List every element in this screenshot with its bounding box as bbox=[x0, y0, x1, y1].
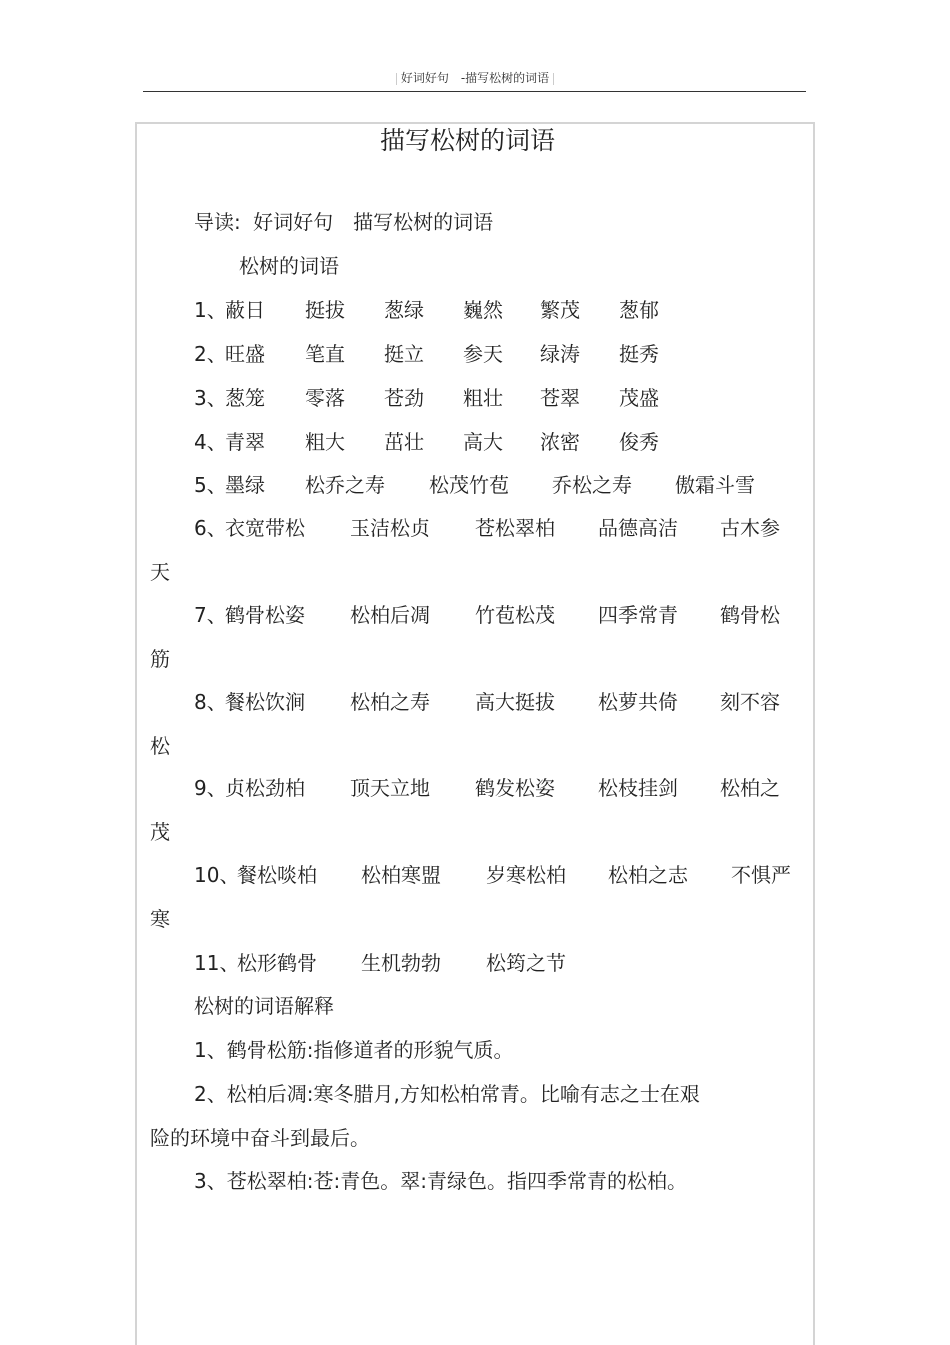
word: 蔽日 bbox=[225, 298, 265, 322]
word: 巍然 bbox=[463, 298, 503, 322]
word: 松枝挂剑 bbox=[598, 776, 678, 800]
row-number: 8、 bbox=[194, 690, 227, 714]
word: 不惧严 bbox=[731, 863, 791, 887]
explanation-2: 2、松柏后凋:寒冬腊月,方知松柏常青。比喻有志之士在艰 bbox=[194, 1082, 700, 1106]
header-text: 好词好句 -描写松树的词语 bbox=[400, 71, 550, 85]
row-number: 6、 bbox=[194, 516, 227, 540]
word: 松柏之志 bbox=[608, 863, 688, 887]
word: 生机勃勃 bbox=[361, 951, 441, 975]
word: 苍翠 bbox=[540, 386, 580, 410]
header-rule bbox=[143, 91, 806, 92]
word: 粗壮 bbox=[463, 386, 503, 410]
word: 鹤骨松姿 bbox=[225, 603, 305, 627]
word: 松柏之寿 bbox=[350, 690, 430, 714]
word: 挺拔 bbox=[305, 298, 345, 322]
word: 松柏寒盟 bbox=[361, 863, 441, 887]
row-number: 7、 bbox=[194, 603, 227, 627]
word: 松形鹤骨 bbox=[237, 951, 317, 975]
word: 俊秀 bbox=[619, 430, 659, 454]
word: 松柏后凋 bbox=[350, 603, 430, 627]
word: 葱绿 bbox=[384, 298, 424, 322]
word: 旺盛 bbox=[225, 342, 265, 366]
word: 茁壮 bbox=[384, 430, 424, 454]
word: 餐松饮涧 bbox=[225, 690, 305, 714]
word: 挺秀 bbox=[619, 342, 659, 366]
row-number: 3、 bbox=[194, 386, 227, 410]
row-number: 11、 bbox=[194, 951, 240, 975]
word: 绿涛 bbox=[540, 342, 580, 366]
word: 葱郁 bbox=[619, 298, 659, 322]
word: 乔松之寿 bbox=[552, 473, 632, 497]
word: 衣宽带松 bbox=[225, 516, 305, 540]
intro-label: 导读: bbox=[194, 210, 241, 234]
section-heading-words: 松树的词语 bbox=[239, 254, 339, 278]
word: 刻不容 bbox=[720, 690, 780, 714]
word: 松乔之寿 bbox=[305, 473, 385, 497]
row-number: 10、 bbox=[194, 863, 240, 887]
header-tick-right bbox=[553, 73, 554, 85]
word: 松茂竹苞 bbox=[429, 473, 509, 497]
word: 浓密 bbox=[540, 430, 580, 454]
word: 苍劲 bbox=[384, 386, 424, 410]
word: 青翠 bbox=[225, 430, 265, 454]
word-wrap: 天 bbox=[150, 560, 170, 584]
word: 四季常青 bbox=[598, 603, 678, 627]
document-title: 描写松树的词语 bbox=[379, 126, 555, 155]
row-number: 4、 bbox=[194, 430, 227, 454]
word: 笔直 bbox=[305, 342, 345, 366]
explanation-3: 3、苍松翠柏:苍:青色。翠:青绿色。指四季常青的松柏。 bbox=[194, 1169, 687, 1193]
row-number: 1、 bbox=[194, 298, 227, 322]
word: 苍松翠柏 bbox=[475, 516, 555, 540]
row-number: 5、 bbox=[194, 473, 227, 497]
word-wrap: 松 bbox=[150, 734, 170, 758]
intro-line bbox=[194, 208, 493, 236]
word: 零落 bbox=[305, 386, 345, 410]
word-wrap: 筋 bbox=[150, 647, 170, 671]
word: 松萝共倚 bbox=[598, 690, 678, 714]
running-header bbox=[0, 70, 950, 86]
word: 鹤发松姿 bbox=[475, 776, 555, 800]
row-number: 2、 bbox=[194, 342, 227, 366]
word-wrap: 寒 bbox=[150, 907, 170, 931]
word: 高大 bbox=[463, 430, 503, 454]
word: 贞松劲柏 bbox=[225, 776, 305, 800]
word: 品德高洁 bbox=[598, 516, 678, 540]
word: 竹苞松茂 bbox=[475, 603, 555, 627]
row-number: 9、 bbox=[194, 776, 227, 800]
header-tick-left bbox=[396, 73, 397, 85]
word: 繁茂 bbox=[540, 298, 580, 322]
word: 餐松啖柏 bbox=[237, 863, 317, 887]
word: 古木参 bbox=[720, 516, 780, 540]
word: 高大挺拔 bbox=[475, 690, 555, 714]
word: 玉洁松贞 bbox=[350, 516, 430, 540]
word: 墨绿 bbox=[225, 473, 265, 497]
explanation-1: 1、鹤骨松筋:指修道者的形貌气质。 bbox=[194, 1038, 514, 1062]
word: 粗大 bbox=[305, 430, 345, 454]
word: 松筠之节 bbox=[486, 951, 566, 975]
word: 松柏之 bbox=[720, 776, 780, 800]
intro-text: 好词好句 描写松树的词语 bbox=[253, 210, 494, 234]
word-wrap: 茂 bbox=[150, 820, 170, 844]
explanation-2-wrap: 险的环境中奋斗到最后。 bbox=[150, 1126, 370, 1150]
word: 鹤骨松 bbox=[720, 603, 780, 627]
word: 茂盛 bbox=[619, 386, 659, 410]
word: 顶天立地 bbox=[350, 776, 430, 800]
word: 葱笼 bbox=[225, 386, 265, 410]
word: 岁寒松柏 bbox=[486, 863, 566, 887]
section-heading-explanations: 松树的词语解释 bbox=[194, 994, 334, 1018]
word: 参天 bbox=[463, 342, 503, 366]
word: 傲霜斗雪 bbox=[675, 473, 755, 497]
word: 挺立 bbox=[384, 342, 424, 366]
